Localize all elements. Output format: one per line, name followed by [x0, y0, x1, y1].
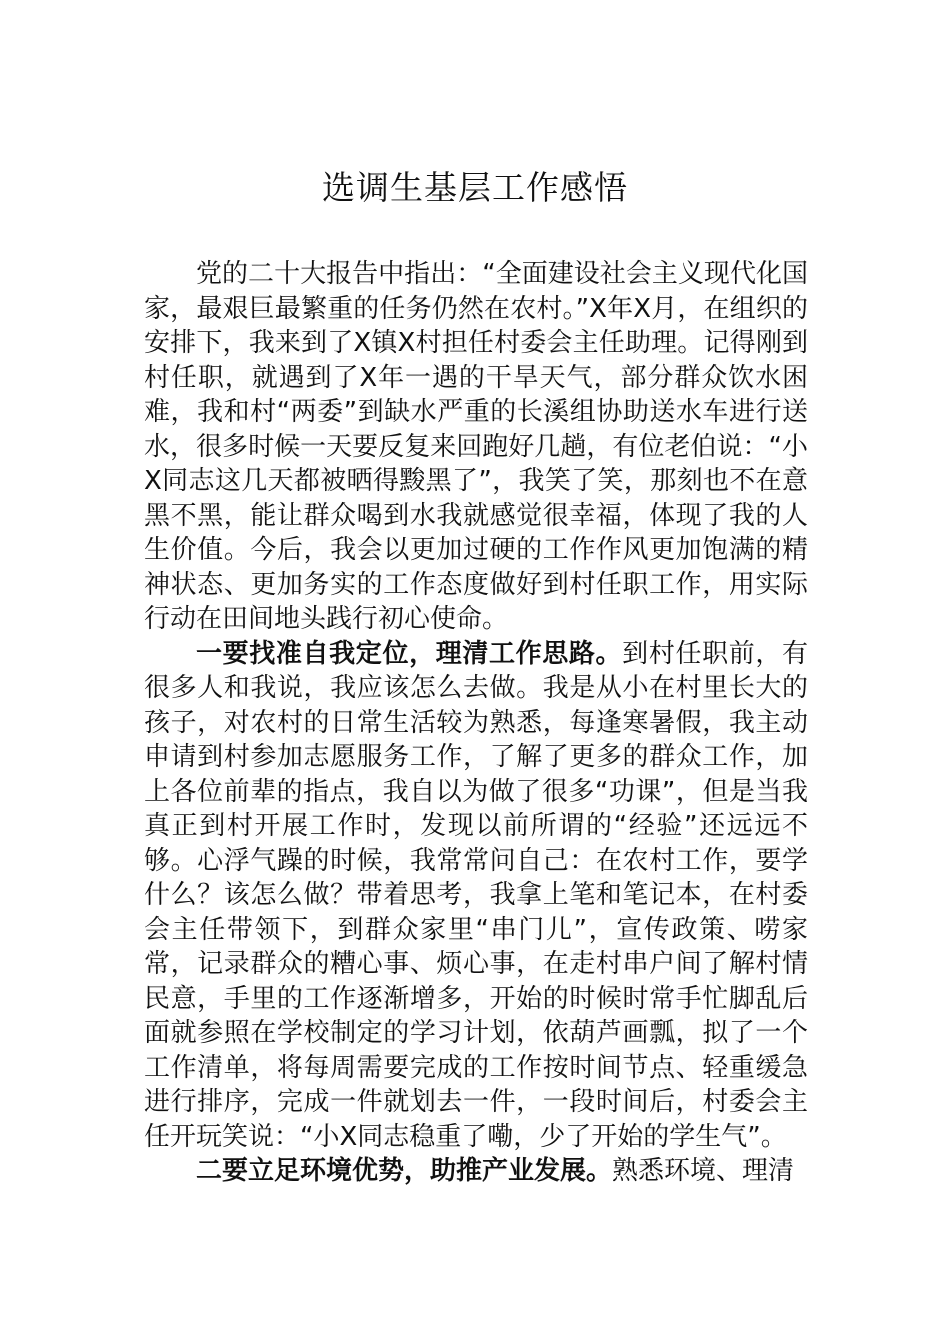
- paragraph-point-one: [144, 637, 808, 1155]
- paragraph-point-two-lead: 二要立足环境优势，助推产业发展。: [196, 1156, 613, 1186]
- paragraph-point-two-text: 熟悉环境、理清: [612, 1156, 795, 1186]
- paragraph-point-one-text: 到村任职前，有很多人和我说，我应该怎么去做。我是从小在村里长大的孩子，对农村的日常生活较为熟悉，每逢寒暑假，我主动申请到村参加志愿服务工作，了解了更多的群众工作，加上各位前辈的指点，我自以为做了很多“功课”，但是当我真正到村开展工作时，发现以前所谓的“经验”还远远不够。心浮气躁的时候，我常常问自己：在农村工作，要学什么？该怎么做？带着思考，我拿上笔和笔记本，在村委会主任带领下，到群众家里“串门儿”，宣传政策、唠家常，记录群众的糟心事、烦心事，在走村串户间了解村情民意，手里的工作逐渐增多，开始的时候时常手忙脚乱后面就参照在学校制定的学习计划，依葫芦画瓢，拟了一个工作清单，将每周需要完成的工作按时间节点、轻重缓急进行排序，完成一件就划去一件，一段时间后，村委会主任开玩笑说：“小X同志稳重了嘞，少了开始的学生气”。: [144, 638, 808, 1152]
- paragraph-intro-text: 党的二十大报告中指出：“全面建设社会主义现代化国家，最艰巨最繁重的任务仍然在农村。”X年X月，在组织的安排下，我来到了X镇X村担任村委会主任助理。记得刚到村任职，就遇到了X年一遇的干旱天气，部分群众饮水困难，我和村“两委”到缺水严重的长溪组协助送水车进行送水，很多时候一天要反复来回跑好几趟，有位老伯说：“小X同志这几天都被晒得黢黑了”，我笑了笑，那刻也不在意黑不黑，能让群众喝到水我就感觉很幸福，体现了我的人生价值。今后，我会以更加过硬的工作作风更加饱满的精神状态、更加务实的工作态度做好到村任职工作，用实际行动在田间地头践行初心使命。: [144, 259, 808, 634]
- paragraph-point-two: [144, 1154, 808, 1189]
- paragraph-point-one-lead: 一要找准自我定位，理清工作思路。: [196, 638, 623, 669]
- paragraph-intro: [144, 257, 808, 637]
- document-body: [144, 257, 808, 1189]
- document-title: 选调生基层工作感悟: [322, 168, 628, 207]
